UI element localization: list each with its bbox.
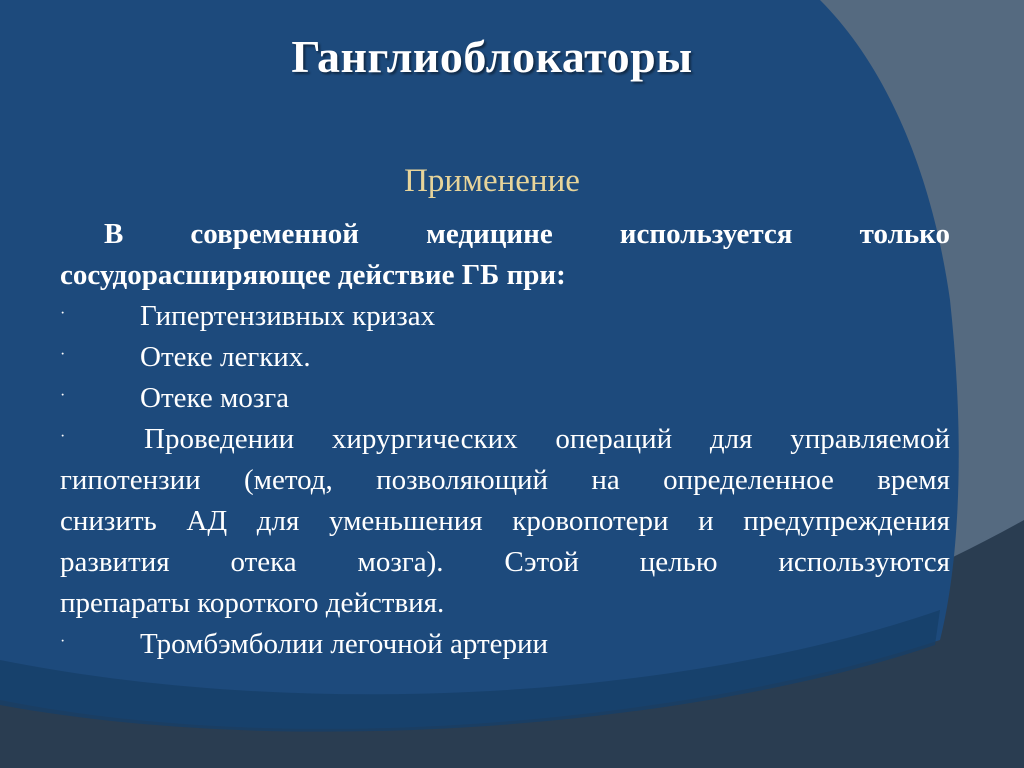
list-item <box>60 296 950 337</box>
list-item <box>60 624 950 665</box>
list-item-long <box>60 419 950 624</box>
slide-body <box>60 214 950 665</box>
list-item <box>60 337 950 378</box>
long-item-line-5: препараты короткого действия. <box>60 587 445 619</box>
long-item-line-1: Проведении хирургических операций для управляемой <box>144 423 950 455</box>
list-item <box>60 378 950 419</box>
long-item-line-4: развития отека мозга). Сэтой целью используются <box>60 546 950 578</box>
intro-line-1: В современной медицине используется только <box>104 218 950 250</box>
list-item-text: Гипертензивных кризах <box>140 300 436 332</box>
slide-title: Ганглиоблокаторы <box>291 31 693 82</box>
long-item-line-3: снизить АД для уменьшения кровопотери и предупреждения <box>60 505 950 537</box>
bullet-dot: · <box>60 387 66 404</box>
list-item-text: Отеке легких. <box>140 341 311 373</box>
slide-subtitle: Применение <box>404 163 580 199</box>
list-item-text: Тромбэмболии легочной артерии <box>140 628 549 660</box>
bullet-dot: · <box>60 346 66 363</box>
list-item-text: Отеке мозга <box>140 382 290 414</box>
bullet-dot: · <box>60 633 66 650</box>
bullet-dot: · <box>60 428 66 445</box>
long-item-line-2: гипотензии (метод, позволяющий на определенное время <box>60 464 950 496</box>
bullet-dot: · <box>60 305 66 322</box>
intro-paragraph <box>60 214 950 296</box>
intro-line-2: сосудорасширяющее действие ГБ при: <box>60 259 566 291</box>
